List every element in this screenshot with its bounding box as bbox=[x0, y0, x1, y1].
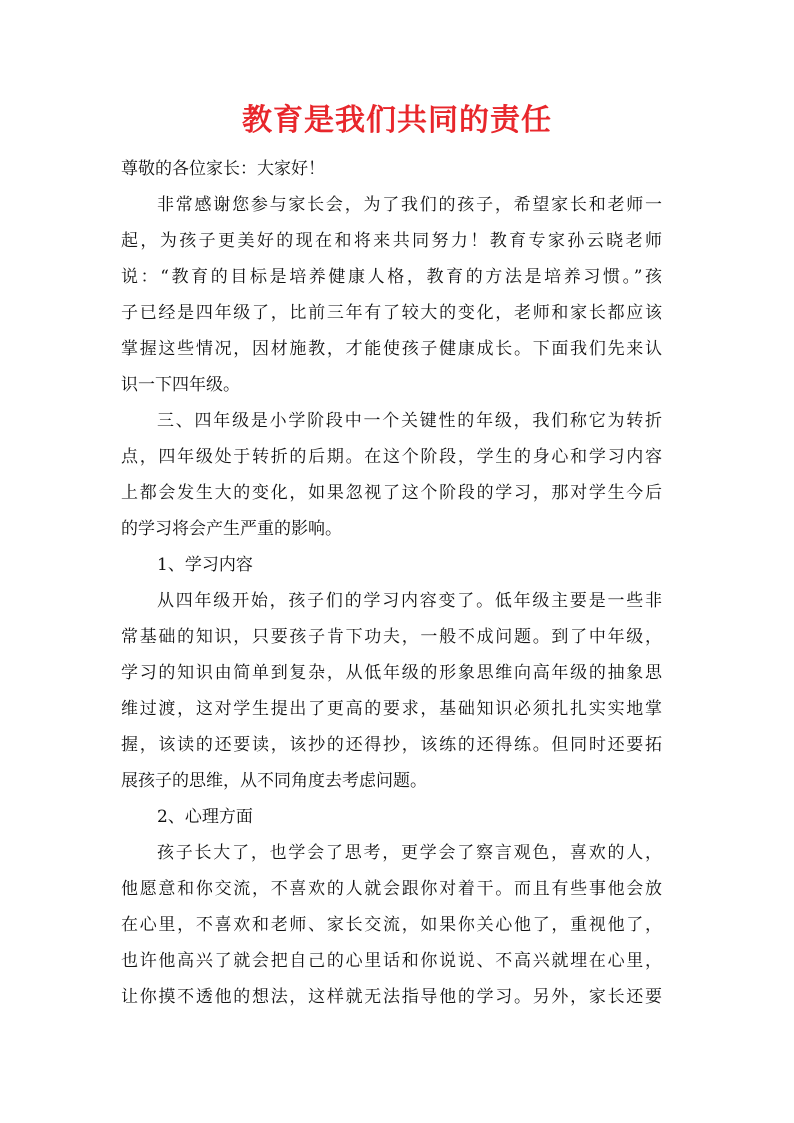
section-2-line: 也许他高兴了就会把自己的心里话和你说说、不高兴就埋在心里， bbox=[121, 951, 662, 971]
section-1-line: 维过渡，这对学生提出了更高的要求，基础知识必须扎扎实实地掌 bbox=[121, 699, 662, 719]
section-1-line: 握，该读的还要读，该抄的还得抄，该练的还得练。但同时还要拓 bbox=[121, 735, 662, 755]
section-2-line: 孩子长大了，也学会了思考，更学会了察言观色，喜欢的人， bbox=[157, 843, 662, 863]
paragraph-2-line: 上都会发生大的变化，如果忽视了这个阶段的学习，那对学生今后 bbox=[121, 483, 662, 503]
paragraph-2-line: 点，四年级处于转折的后期。在这个阶段，学生的身心和学习内容 bbox=[121, 447, 662, 467]
section-1-line: 从四年级开始，孩子们的学习内容变了。低年级主要是一些非 bbox=[157, 591, 662, 611]
section-2-line: 在心里，不喜欢和老师、家长交流，如果你关心他了，重视他了， bbox=[121, 915, 662, 935]
section-2-heading: 2、心理方面 bbox=[157, 807, 253, 827]
document-title: 教育是我们共同的责任 bbox=[242, 103, 552, 138]
section-1-heading: 1、学习内容 bbox=[157, 555, 253, 575]
paragraph-1-line: 子已经是四年级了，比前三年有了较大的变化，老师和家长都应该 bbox=[121, 303, 662, 323]
greeting-line: 尊敬的各位家长：大家好！ bbox=[121, 159, 325, 179]
section-1-line: 展孩子的思维，从不同角度去考虑问题。 bbox=[121, 771, 427, 791]
section-2-line: 让你摸不透他的想法，这样就无法指导他的学习。另外，家长还要 bbox=[121, 987, 662, 1007]
section-1-line: 常基础的知识，只要孩子肯下功夫，一般不成问题。到了中年级， bbox=[121, 627, 662, 647]
paragraph-2-line: 的学习将会产生严重的影响。 bbox=[121, 519, 342, 539]
paragraph-1-line: 识一下四年级。 bbox=[121, 375, 240, 395]
section-2-line: 他愿意和你交流，不喜欢的人就会跟你对着干。而且有些事他会放 bbox=[121, 879, 662, 899]
document-body bbox=[121, 151, 662, 1015]
paragraph-2-line: 三、四年级是小学阶段中一个关键性的年级，我们称它为转折 bbox=[157, 411, 662, 431]
paragraph-1-line: 起，为孩子更美好的现在和将来共同努力！教育专家孙云晓老师 bbox=[121, 231, 662, 251]
paragraph-1-line: 说：“教育的目标是培养健康人格，教育的方法是培养习惯。”孩 bbox=[121, 267, 662, 287]
paragraph-1-line: 非常感谢您参与家长会，为了我们的孩子，希望家长和老师一 bbox=[157, 195, 662, 215]
section-1-line: 学习的知识由简单到复杂，从低年级的形象思维向高年级的抽象思 bbox=[121, 663, 662, 683]
paragraph-1-line: 掌握这些情况，因材施教，才能使孩子健康成长。下面我们先来认 bbox=[121, 339, 662, 359]
